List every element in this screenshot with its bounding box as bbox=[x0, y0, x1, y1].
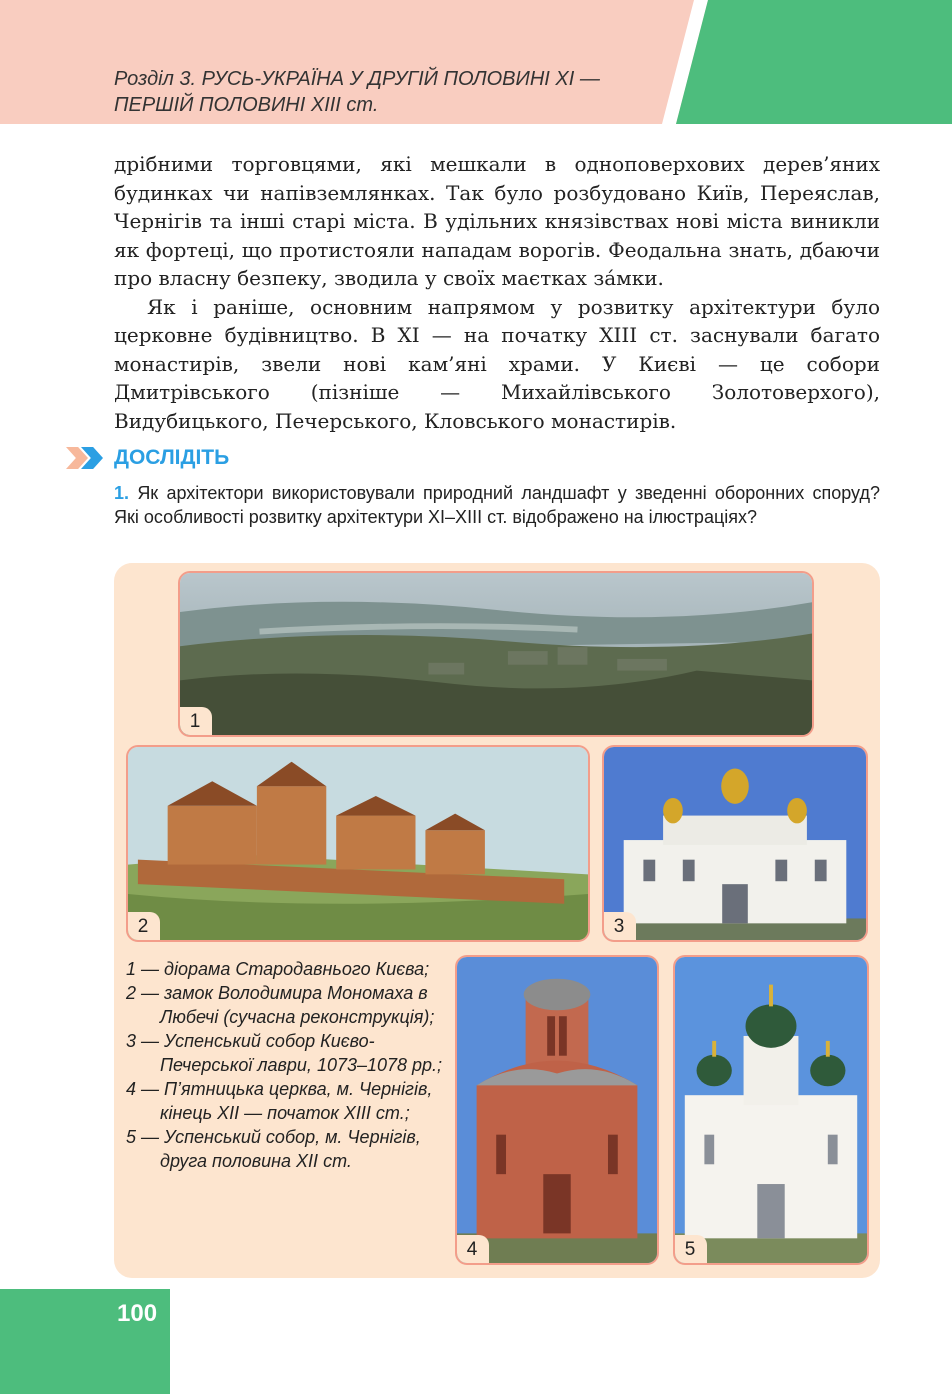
cathedral-image bbox=[675, 957, 867, 1263]
cathedral-image bbox=[604, 747, 866, 940]
chapter-title bbox=[114, 66, 674, 118]
photo-liubech-castle bbox=[126, 745, 590, 942]
figure-captions bbox=[126, 957, 456, 1173]
question-number: 1. bbox=[114, 483, 130, 503]
question bbox=[114, 481, 880, 529]
caption-item: 5 — Успенський собор, м. Чернігів, друга половина ХІІ ст. bbox=[126, 1127, 421, 1171]
figure-number: 1 bbox=[178, 707, 212, 737]
chapter-title-line2: ПЕРШІЙ ПОЛОВИНІ ХІІІ ст. bbox=[114, 94, 379, 116]
caption-item: 1 — діорама Стародавнього Києва; bbox=[126, 959, 430, 979]
photo-kyiv-diorama bbox=[178, 571, 814, 737]
paragraph: Як і раніше, основним напрямом у розвитку архітектури було церковне будівництво. В ХІ — на початку ХІІІ ст. заснували багато монастирів, звели нові кам’яні храми. У Києві — це собори Дмитрівського (пізніше — Михайлівського Золотоверхого), Видубицького, Печерського, Кловського монастирів. bbox=[114, 294, 880, 433]
caption-item: 4 — П’ятницька церква, м. Чернігів, кінець ХІІ — початок ХІІІ ст.; bbox=[126, 1079, 433, 1123]
diorama-image bbox=[180, 573, 812, 735]
page-number: 100 bbox=[117, 1300, 158, 1327]
figure-number: 4 bbox=[455, 1235, 489, 1265]
figure-number: 3 bbox=[602, 912, 636, 942]
castle-image bbox=[128, 747, 588, 940]
figure-number: 2 bbox=[126, 912, 160, 942]
paragraph: дрібними торговцями, які мешкали в одноповерхових дерев’яних будинках чи напівземлянках. Так було розбудовано Київ, Переяслав, Чернігів та інші старі міста. В удільних князівствах нові міста виникли як фортеці, що протистояли нападам ворогів. Феодальна знать, дбаючи про власну безпеку, зводила у своїх маєтках за́мки. bbox=[114, 152, 880, 290]
photo-chernihiv-cathedral bbox=[673, 955, 869, 1265]
body-text bbox=[114, 150, 880, 435]
section-title: ДОСЛІДІТЬ bbox=[114, 446, 230, 469]
photo-lavra-cathedral bbox=[602, 745, 868, 942]
caption-item: 2 — замок Володимира Мономаха в Любечі (сучасна реконструкція); bbox=[126, 983, 435, 1027]
caption-item: 3 — Успенський собор Києво-Печерської лаври, 1073–1078 рр.; bbox=[126, 1031, 443, 1075]
question-text: Як архітектори використовували природний ландшафт у зведенні оборонних споруд? Які особливості розвитку архітектури ХІ–ХІІІ ст. відображено на ілюстраціях? bbox=[114, 483, 880, 527]
chapter-title-line1: Розділ 3. РУСЬ-УКРАЇНА У ДРУГІЙ ПОЛОВИНІ ХІ — bbox=[114, 68, 600, 90]
figure-number: 5 bbox=[673, 1235, 707, 1265]
church-image bbox=[457, 957, 657, 1263]
photo-pyatnytska-church bbox=[455, 955, 659, 1265]
